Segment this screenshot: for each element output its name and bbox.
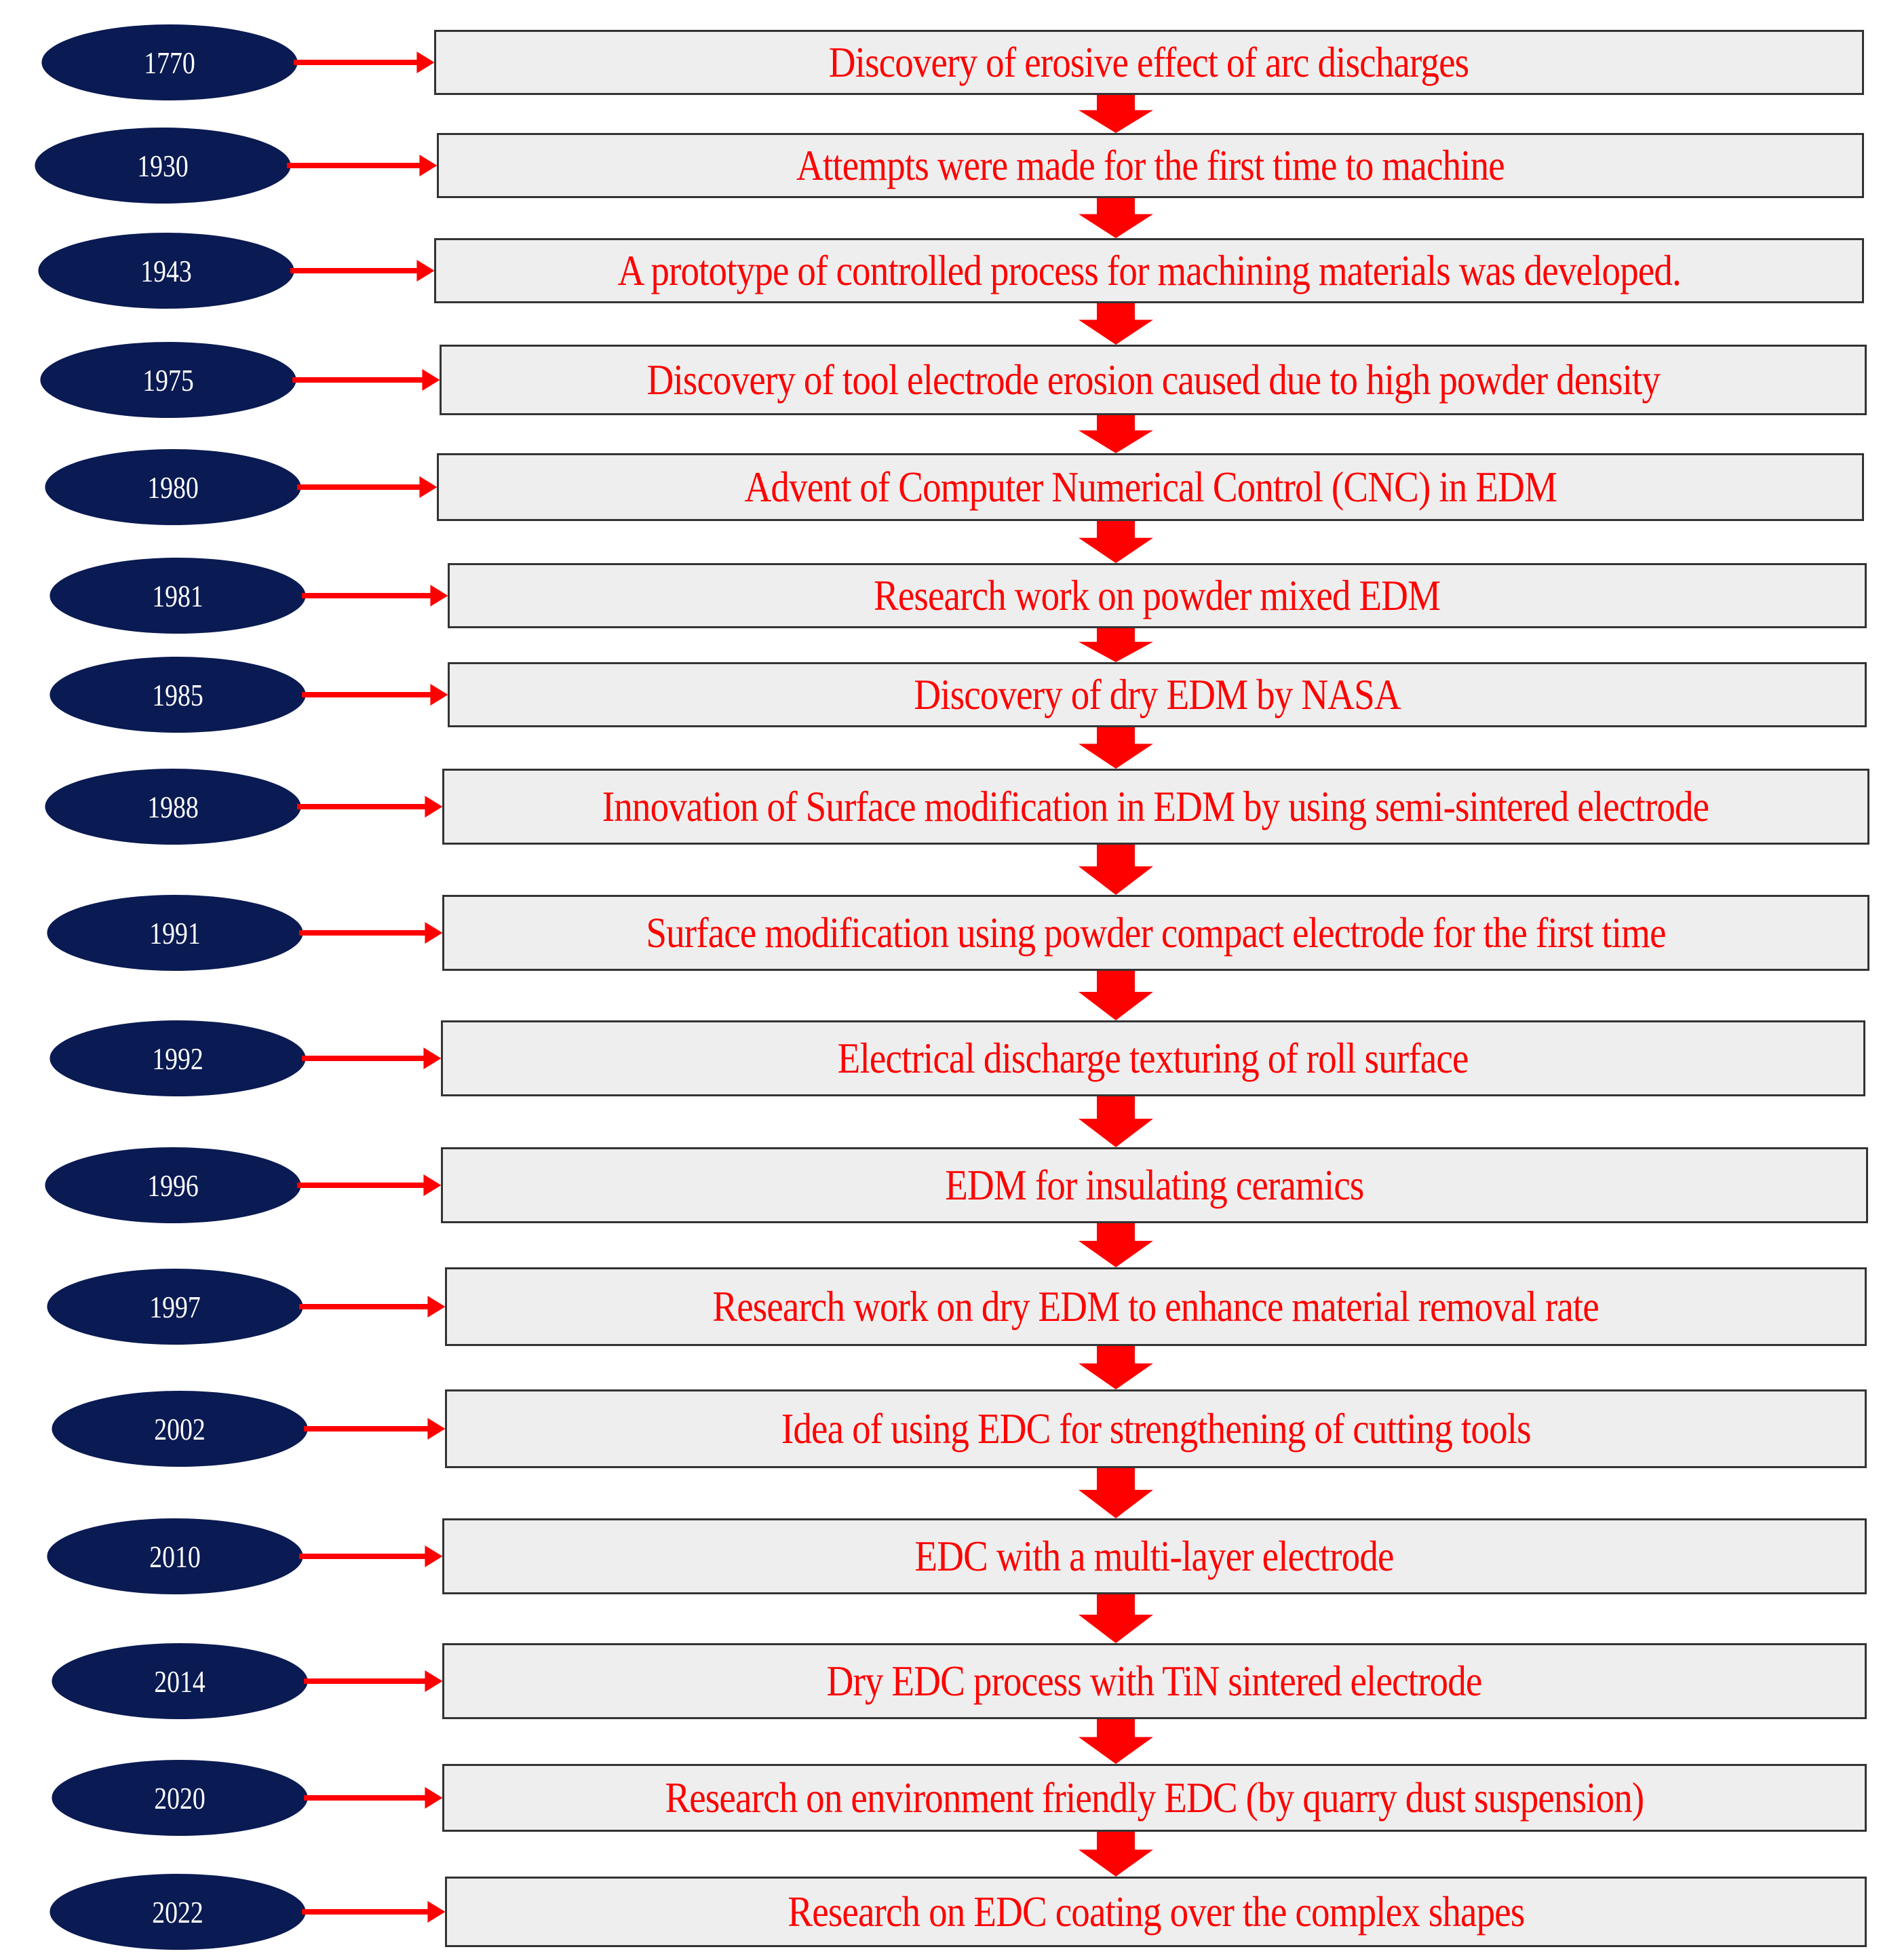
year-oval: [52, 1643, 307, 1719]
year-oval: [45, 449, 300, 525]
event-text: A prototype of controlled process for machining materials was developed.: [617, 246, 1681, 294]
year-label: 1988: [147, 789, 199, 824]
horizontal-arrow-icon: [299, 1543, 442, 1570]
year-oval: [45, 769, 300, 845]
down-arrow-icon: [1079, 1594, 1153, 1643]
year-label: 1985: [152, 677, 203, 712]
event-text: Research on EDC coating over the complex shapes: [787, 1887, 1525, 1936]
event-text: Electrical discharge texturing of roll surface: [838, 1034, 1469, 1082]
year-oval: [47, 1269, 303, 1345]
event-box: [442, 895, 1869, 971]
horizontal-arrow-icon: [302, 582, 448, 609]
year-label: 2002: [154, 1411, 206, 1446]
year-label: 1943: [140, 253, 192, 288]
year-label: 1980: [147, 469, 199, 505]
horizontal-arrow-icon: [290, 257, 434, 284]
year-label: 1997: [149, 1289, 201, 1324]
horizontal-arrow-icon: [287, 152, 437, 179]
year-oval: [50, 657, 305, 733]
event-text: Discovery of erosive effect of arc discharges: [829, 38, 1469, 86]
event-box: [437, 453, 1864, 521]
event-box: [442, 769, 1869, 845]
event-box: [445, 1389, 1867, 1468]
down-arrow-icon: [1079, 727, 1153, 769]
event-text: Dry EDC process with TiN sintered electrode: [827, 1657, 1482, 1705]
down-arrow-icon: [1079, 303, 1153, 345]
event-text: EDM for insulating ceramics: [945, 1161, 1364, 1209]
year-oval: [50, 1874, 305, 1950]
horizontal-arrow-icon: [302, 1045, 441, 1072]
event-box: [448, 563, 1867, 628]
event-box: [441, 1020, 1865, 1096]
down-arrow-icon: [1079, 1346, 1153, 1389]
year-oval: [38, 233, 294, 309]
event-box: [445, 1877, 1867, 1947]
event-text: Attempts were made for the first time to machine: [796, 141, 1505, 189]
horizontal-arrow-icon: [302, 681, 448, 708]
horizontal-arrow-icon: [302, 1898, 445, 1925]
event-box: [442, 1518, 1867, 1594]
year-oval: [40, 342, 296, 418]
horizontal-arrow-icon: [299, 919, 442, 946]
event-text: Discovery of dry EDM by NASA: [914, 670, 1401, 718]
year-label: 1975: [142, 362, 194, 398]
year-oval: [35, 128, 290, 204]
down-arrow-icon: [1079, 845, 1153, 895]
horizontal-arrow-icon: [297, 793, 442, 820]
horizontal-arrow-icon: [304, 1415, 445, 1442]
down-arrow-icon: [1079, 628, 1153, 662]
horizontal-arrow-icon: [294, 49, 434, 76]
year-label: 1991: [149, 915, 201, 950]
year-label: 2022: [152, 1894, 203, 1929]
down-arrow-icon: [1079, 95, 1153, 133]
down-arrow-icon: [1079, 971, 1153, 1020]
event-box: [441, 1147, 1868, 1223]
event-box: [445, 1267, 1867, 1346]
down-arrow-icon: [1079, 1832, 1153, 1877]
event-text: Research work on powder mixed EDM: [874, 571, 1441, 619]
down-arrow-icon: [1079, 198, 1153, 238]
year-label: 2020: [154, 1780, 206, 1815]
horizontal-arrow-icon: [297, 474, 437, 501]
event-box: [434, 30, 1864, 95]
event-text: Advent of Computer Numerical Control (CNC) in EDM: [744, 463, 1557, 511]
down-arrow-icon: [1079, 521, 1153, 563]
horizontal-arrow-icon: [299, 1293, 445, 1320]
down-arrow-icon: [1079, 1468, 1153, 1518]
year-oval: [50, 558, 305, 634]
year-oval: [50, 1020, 305, 1096]
horizontal-arrow-icon: [297, 1172, 441, 1199]
year-label: 1981: [152, 578, 203, 613]
year-oval: [47, 1518, 303, 1594]
year-oval: [47, 895, 303, 971]
down-arrow-icon: [1079, 1096, 1153, 1147]
year-oval: [52, 1760, 307, 1836]
year-label: 1992: [152, 1041, 203, 1076]
event-text: Idea of using EDC for strengthening of cutting tools: [781, 1404, 1531, 1453]
event-box: [442, 1764, 1867, 1832]
event-box: [437, 133, 1864, 198]
event-text: Innovation of Surface modification in EDM by using semi-sintered electrode: [602, 782, 1709, 830]
year-oval: [41, 24, 297, 100]
event-box: [440, 345, 1867, 415]
horizontal-arrow-icon: [292, 366, 440, 393]
horizontal-arrow-icon: [304, 1784, 442, 1811]
event-box: [448, 662, 1867, 727]
horizontal-arrow-icon: [304, 1668, 442, 1695]
down-arrow-icon: [1079, 1719, 1153, 1764]
year-oval: [45, 1147, 300, 1223]
year-label: 1996: [147, 1168, 199, 1203]
year-label: 2014: [154, 1664, 206, 1699]
event-box: [434, 238, 1864, 303]
event-text: EDC with a multi-layer electrode: [914, 1532, 1395, 1580]
year-label: 1770: [144, 45, 195, 80]
event-text: Research on environment friendly EDC (by quarry dust suspension): [665, 1773, 1644, 1822]
year-oval: [52, 1391, 307, 1467]
event-text: Research work on dry EDM to enhance material removal rate: [712, 1282, 1599, 1330]
year-label: 1930: [137, 148, 189, 183]
year-label: 2010: [149, 1539, 201, 1574]
event-box: [442, 1643, 1867, 1719]
down-arrow-icon: [1079, 1223, 1153, 1267]
event-text: Discovery of tool electrode erosion caused due to high powder density: [646, 356, 1660, 404]
down-arrow-icon: [1079, 415, 1153, 453]
event-text: Surface modification using powder compact electrode for the first time: [646, 908, 1666, 957]
